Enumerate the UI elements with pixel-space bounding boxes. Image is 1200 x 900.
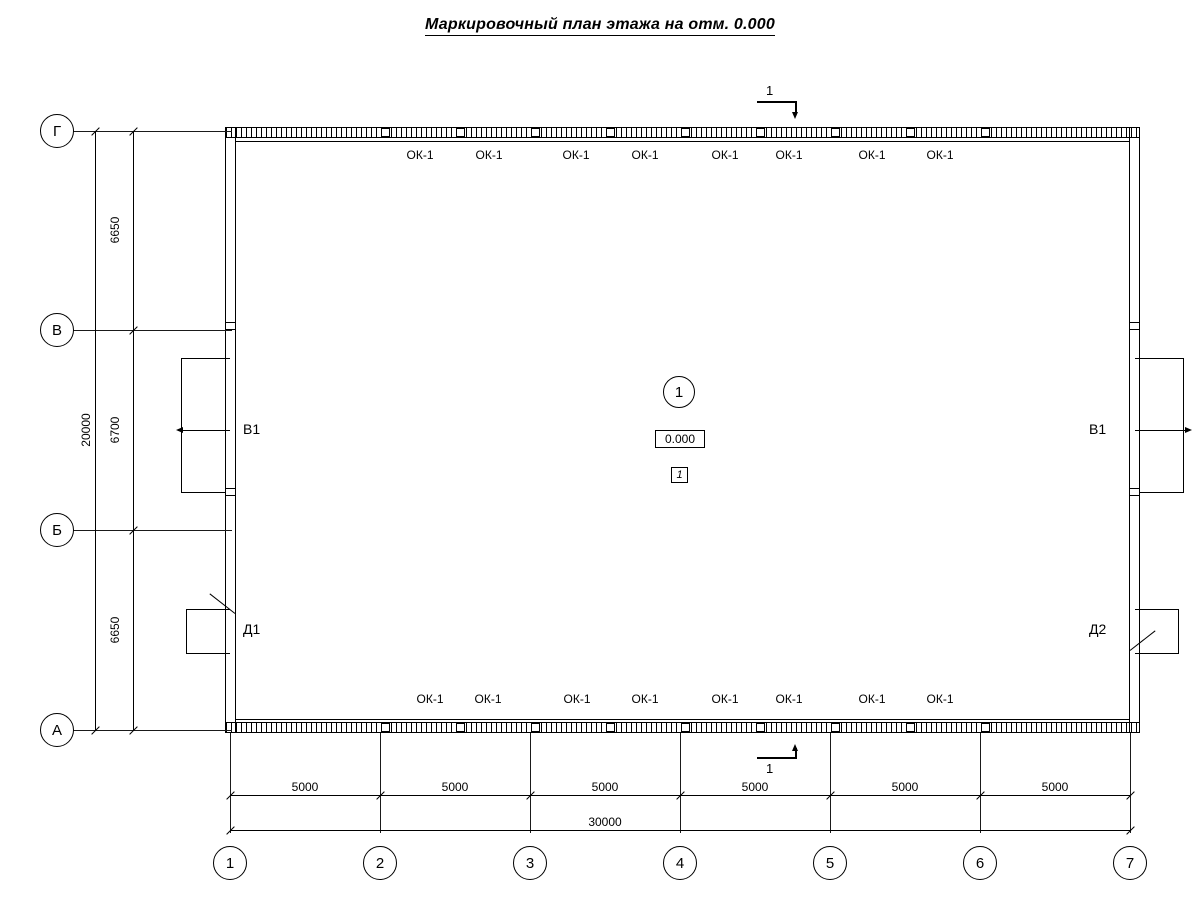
door-right-outer-line [1178, 609, 1179, 654]
gate-right-arrow-line [1135, 430, 1187, 431]
section-top-line [757, 101, 797, 103]
door-left-outer-line [186, 609, 187, 654]
axis-bubble-a-label: А [51, 721, 62, 739]
wall-top-inner-line [236, 141, 1129, 142]
window-top-3 [531, 128, 540, 137]
bottom-total-chain-line [230, 830, 1130, 831]
window-top-5 [681, 128, 690, 137]
axis-bubble-b[interactable] [40, 513, 74, 547]
section-top-arrowhead [792, 112, 798, 119]
bottom-dim-label-4: 5000 [741, 780, 769, 794]
grid-line-6 [980, 733, 981, 833]
window-top-label-5: ОК-1 [711, 148, 739, 162]
window-top-label-6: ОК-1 [775, 148, 803, 162]
axis-leader-b [72, 530, 232, 531]
axis-bubble-2-label: 2 [375, 854, 385, 872]
grid-line-2 [380, 733, 381, 833]
door-left-bottom-line [186, 653, 230, 654]
window-top-label-7: ОК-1 [858, 148, 886, 162]
left-dim-label-1: 6650 [108, 216, 122, 244]
axis-bubble-5[interactable] [813, 846, 847, 880]
gate-left-outer-line [181, 358, 182, 493]
door-right-top-line [1135, 609, 1179, 610]
gate-left-jamb-top [225, 322, 236, 330]
axis-leader-v [72, 330, 232, 331]
window-top-label-8: ОК-1 [926, 148, 954, 162]
axis-bubble-4-label: 4 [675, 854, 685, 872]
room-number-text: 1 [674, 383, 684, 401]
page-title: Маркировочный план этажа на отм. 0.000 [0, 16, 1200, 34]
window-bottom-label-6: ОК-1 [775, 692, 803, 706]
elevation-value: 0.000 [664, 432, 696, 446]
bottom-dim-label-2: 5000 [441, 780, 469, 794]
gate-right-arrowhead [1185, 427, 1192, 433]
window-bottom-8 [906, 723, 915, 732]
left-total-label: 20000 [79, 413, 93, 447]
bottom-dim-label-5: 5000 [891, 780, 919, 794]
axis-bubble-2[interactable] [363, 846, 397, 880]
floor-type-value: 1 [676, 468, 683, 481]
gate-right-jamb-top [1129, 322, 1140, 330]
window-top-6 [756, 128, 765, 137]
window-bottom-label-3: ОК-1 [563, 692, 591, 706]
left-dim-label-2: 6700 [108, 416, 122, 444]
gate-right-jamb-bottom [1129, 488, 1140, 496]
grid-line-1 [230, 733, 231, 833]
window-top-9 [981, 128, 990, 137]
axis-bubble-7[interactable] [1113, 846, 1147, 880]
window-bottom-1 [381, 723, 390, 732]
window-top-7 [831, 128, 840, 137]
axis-bubble-1-label: 1 [225, 854, 235, 872]
axis-bubble-5-label: 5 [825, 854, 835, 872]
room-number-bubble [663, 376, 695, 408]
grid-line-7 [1130, 733, 1131, 833]
window-top-2 [456, 128, 465, 137]
section-bottom-arrowhead [792, 744, 798, 751]
bottom-dim-label-6: 5000 [1041, 780, 1069, 794]
floor-type-tag [671, 467, 688, 483]
window-top-1 [381, 128, 390, 137]
window-top-label-1: ОК-1 [406, 148, 434, 162]
window-bottom-2 [456, 723, 465, 732]
axis-bubble-3-label: 3 [525, 854, 535, 872]
elevation-tag [655, 430, 705, 448]
axis-bubble-1[interactable] [213, 846, 247, 880]
gate-left-label: В1 [243, 421, 261, 437]
window-bottom-label-2: ОК-1 [474, 692, 502, 706]
bottom-dim-label-1: 5000 [291, 780, 319, 794]
door-right-bottom-line [1135, 653, 1179, 654]
door-left-top-line [186, 609, 230, 610]
window-bottom-label-1: ОК-1 [416, 692, 444, 706]
window-bottom-label-7: ОК-1 [858, 692, 886, 706]
grid-line-5 [830, 733, 831, 833]
axis-bubble-6[interactable] [963, 846, 997, 880]
window-top-8 [906, 128, 915, 137]
wall-bottom-inner-line [236, 719, 1129, 720]
window-bottom-4 [606, 723, 615, 732]
gate-right-outer-line [1183, 358, 1184, 493]
window-bottom-label-4: ОК-1 [631, 692, 659, 706]
bottom-dim-label-3: 5000 [591, 780, 619, 794]
gate-left-arrowhead [176, 427, 183, 433]
axis-bubble-v-label: В [51, 321, 62, 339]
axis-bubble-g-label: Г [52, 122, 62, 140]
left-total-chain-line [95, 131, 96, 730]
gate-right-top-line [1135, 358, 1184, 359]
window-bottom-5 [681, 723, 690, 732]
window-bottom-label-5: ОК-1 [711, 692, 739, 706]
window-bottom-9 [981, 723, 990, 732]
gate-right-label: В1 [1089, 421, 1107, 437]
axis-bubble-4[interactable] [663, 846, 697, 880]
door-left-label: Д1 [243, 621, 261, 637]
left-dim-label-3: 6650 [108, 616, 122, 644]
axis-bubble-g[interactable] [40, 114, 74, 148]
left-dim-chain-line [133, 131, 134, 730]
window-bottom-3 [531, 723, 540, 732]
axis-bubble-b-label: Б [52, 521, 62, 539]
gate-left-jamb-bottom [225, 488, 236, 496]
axis-bubble-6-label: 6 [975, 854, 985, 872]
window-bottom-label-8: ОК-1 [926, 692, 954, 706]
grid-line-3 [530, 733, 531, 833]
gate-left-top-line [181, 358, 230, 359]
axis-bubble-v[interactable] [40, 313, 74, 347]
axis-bubble-a[interactable] [40, 713, 74, 747]
gate-left-arrow-line [178, 430, 230, 431]
section-bottom-line [757, 757, 797, 759]
door-right-label: Д2 [1089, 621, 1107, 637]
gate-right-bottom-line [1135, 492, 1184, 493]
window-top-4 [606, 128, 615, 137]
axis-bubble-3[interactable] [513, 846, 547, 880]
grid-line-4 [680, 733, 681, 833]
bottom-total-label: 30000 [588, 815, 622, 829]
window-top-label-2: ОК-1 [475, 148, 503, 162]
window-bottom-7 [831, 723, 840, 732]
window-top-label-3: ОК-1 [562, 148, 590, 162]
window-bottom-6 [756, 723, 765, 732]
section-top-label: 1 [766, 83, 774, 98]
gate-left-bottom-line [181, 492, 230, 493]
section-bottom-label: 1 [766, 761, 774, 776]
axis-bubble-7-label: 7 [1125, 854, 1135, 872]
window-top-label-4: ОК-1 [631, 148, 659, 162]
